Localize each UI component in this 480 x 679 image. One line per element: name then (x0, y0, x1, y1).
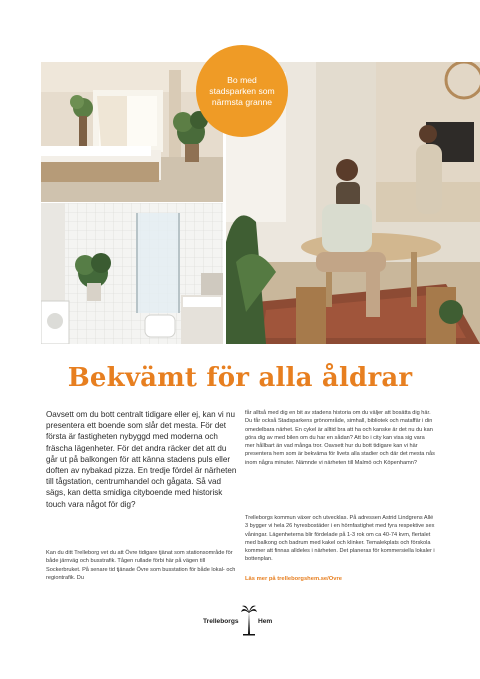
palm-tree-icon (241, 604, 257, 636)
read-more-link[interactable]: Läs mer på trelleborgshem.se/Ovre (245, 576, 342, 582)
logo-text-left: Trelleborgs (203, 618, 239, 625)
bathroom-photo (41, 203, 223, 344)
body-paragraph-right-1: får alltså med dig en bit av stadens historia om du väljer att bosätta dig här. Du får också Stadsparkens grönområde, simhall, bibliotek och mataffär i din omedelbara närhet. En cykel är alltid bra att ha och kanske är det nu du kan göra dig av med bilen om du har en sådan? Att bo i city kan visa sig vara mer hållbart än vad många tror. Oavsett hur du bott tidigare kan vi här presentera hem som är bekväma för livets alla stadier och där det mesta nås inom några minuter. Nämnde vi närheten till Malmö och Köpenhamn? (245, 410, 435, 466)
trelleborgshem-logo (203, 604, 279, 636)
body-paragraph-left: Kan du ditt Trelleborg vet du att Övre tidigare tjänat som stationsområde för både järnväg och busstrafik. Tågen rullade förbi här på vägen till Sockerbruket. På senare tid tjänade Övre som busstation för både lokal- och regiontrafik. Du (46, 550, 236, 581)
logo-text-right: Hem (258, 618, 273, 625)
badge-line: närmsta granne (211, 96, 273, 107)
headline: Bekvämt för alla åldrar (67, 363, 413, 393)
promo-badge (196, 45, 288, 137)
body-paragraph-right-2: Trelleborgs kommun växer och utvecklas. På adressen Astrid Lindgrens Allé 3 bygger vi hela 26 hyresbostäder i en hörnfastighet med fyra respektive sex våningar. Lägenheterna blir fördelade på 1-3 rok om ca 40-74 kvm, flertalet med balkong och badrum med kakel och klinker. Temalekplats och förskola kommer att finnas alldeles i närheten. Det planeras för kommersiella lokaler i bottenplan. (245, 515, 435, 563)
lead-paragraph: Oavsett om du bott centralt tidigare eller ej, kan vi nu presentera ett boende som slår det mesta. För det första är fastigheten nybyggd med moderna och fräscha lägenheter. För det andra räcker det att du går ut på balkongen för att känna stadens puls eller doften av nybakad pizza. En tredje fördel är närheten till tågstation, centrumhandel och gågata. Så vad sägs, kan detta smidiga cityboende med historisk touch vara något för dig? (46, 410, 237, 509)
badge-line: Bo med (227, 74, 257, 85)
badge-line: stadsparken som (209, 85, 275, 96)
